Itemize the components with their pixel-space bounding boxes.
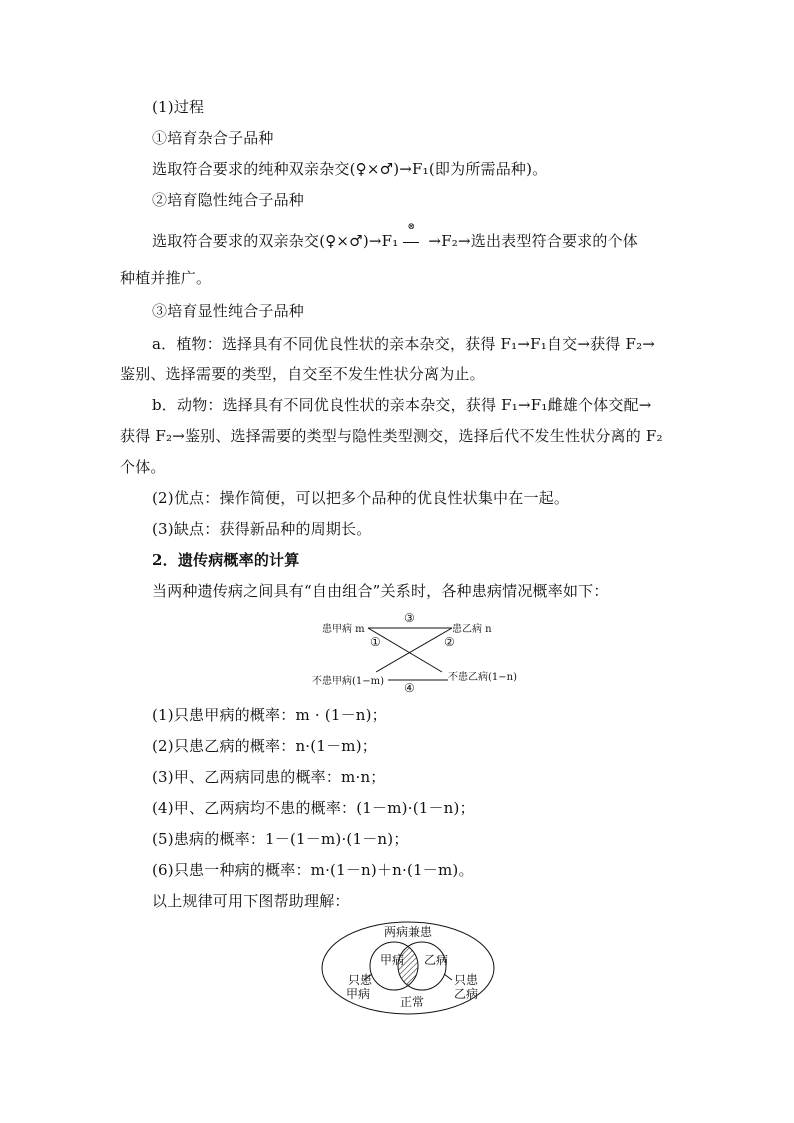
venn-label-only-jia-1: 只患 [348, 973, 373, 987]
paragraph-probability-intro: 当两种遗传病之间具有“自由组合”关系时，各种患病情况概率如下： [152, 582, 609, 600]
venn-pointer-right [444, 974, 452, 980]
selfing-symbol: ⊗ [407, 222, 416, 232]
paragraph-animal-cont: 获得 F₂→鉴别、选择需要的类型与隐性类型测交，选择后代不发生性状分离的 F₂ [120, 427, 663, 445]
recessive-method-part2: →F₂→选出表型符合要求的个体 [428, 232, 638, 250]
venn-label-normal: 正常 [400, 995, 425, 1009]
paragraph-hybrid-method: 选取符合要求的纯种双亲杂交(♀×♂)→F₁(即为所需品种)。 [152, 160, 548, 178]
section-process-heading: (1)过程 [152, 98, 205, 116]
paragraph-recessive-method [152, 222, 638, 251]
recessive-method-part1: 选取符合要求的双亲杂交(♀×♂)→F₁ [152, 232, 399, 250]
formula-only-yi: (2)只患乙病的概率：n·(1－m)； [152, 737, 377, 755]
venn-label-only-jia-2: 甲病 [346, 987, 371, 1001]
venn-label-only-yi-2: 乙病 [454, 987, 479, 1001]
paragraph-animal-method: b．动物：选择具有不同优良性状的亲本杂交，获得 F₁→F₁雌雄个体交配→ [152, 396, 652, 414]
label-no-yi: 不患乙病(1−n) [448, 672, 517, 683]
diagram-line-diag2 [376, 628, 452, 672]
venn-label-yi: 乙病 [424, 953, 449, 967]
paragraph-plant-cont: 鉴别、选择需要的类型，自交至不发生性状分离为止。 [120, 365, 485, 383]
paragraph-animal-end: 个体。 [120, 458, 166, 476]
paragraph-diagram-intro: 以上规律可用下图帮助理解： [152, 892, 350, 910]
marker-3: ③ [404, 611, 415, 625]
marker-2: ② [444, 635, 455, 649]
formula-only-one: (6)只患一种病的概率：m·(1－n)＋n·(1－m)。 [152, 861, 474, 879]
paragraph-plant-method: a．植物：选择具有不同优良性状的亲本杂交，获得 F₁→F₁自交→获得 F₂→ [152, 335, 656, 353]
venn-label-only-yi-1: 只患 [454, 973, 479, 987]
selfing-arrow [403, 222, 423, 251]
paragraph-recessive-cont: 种植并推广。 [120, 269, 212, 287]
heading-recessive-variety: ②培育隐性纯合子品种 [152, 191, 305, 209]
venn-label-jia: 甲病 [380, 953, 405, 967]
formula-both: (3)甲、乙两病同患的概率：m·n； [152, 768, 386, 786]
heading-hybrid-variety: ①培育杂合子品种 [152, 129, 274, 147]
marker-1: ① [370, 635, 381, 649]
marker-4: ④ [404, 681, 415, 695]
venn-label-both: 两病兼患 [384, 925, 433, 939]
probability-cross-diagram [312, 608, 532, 696]
heading-dominant-variety: ③培育显性纯合子品种 [152, 302, 305, 320]
label-no-jia: 不患甲病(1−m) [312, 676, 385, 687]
paragraph-advantage: (2)优点：操作简便，可以把多个品种的优良性状集中在一起。 [152, 489, 570, 507]
paragraph-disadvantage: (3)缺点：获得新品种的周期长。 [152, 520, 372, 538]
venn-diagram [320, 918, 496, 1016]
label-has-yi: 患乙病 n [452, 624, 492, 635]
label-has-jia: 患甲病 m [322, 624, 365, 635]
formula-neither: (4)甲、乙两病均不患的概率：(1－m)·(1－n)； [152, 799, 475, 817]
formula-only-jia: (1)只患甲病的概率：m · (1－n)； [152, 706, 387, 724]
formula-any: (5)患病的概率：1－(1－m)·(1－n)； [152, 830, 409, 848]
section-probability-heading: 2．遗传病概率的计算 [152, 551, 300, 569]
